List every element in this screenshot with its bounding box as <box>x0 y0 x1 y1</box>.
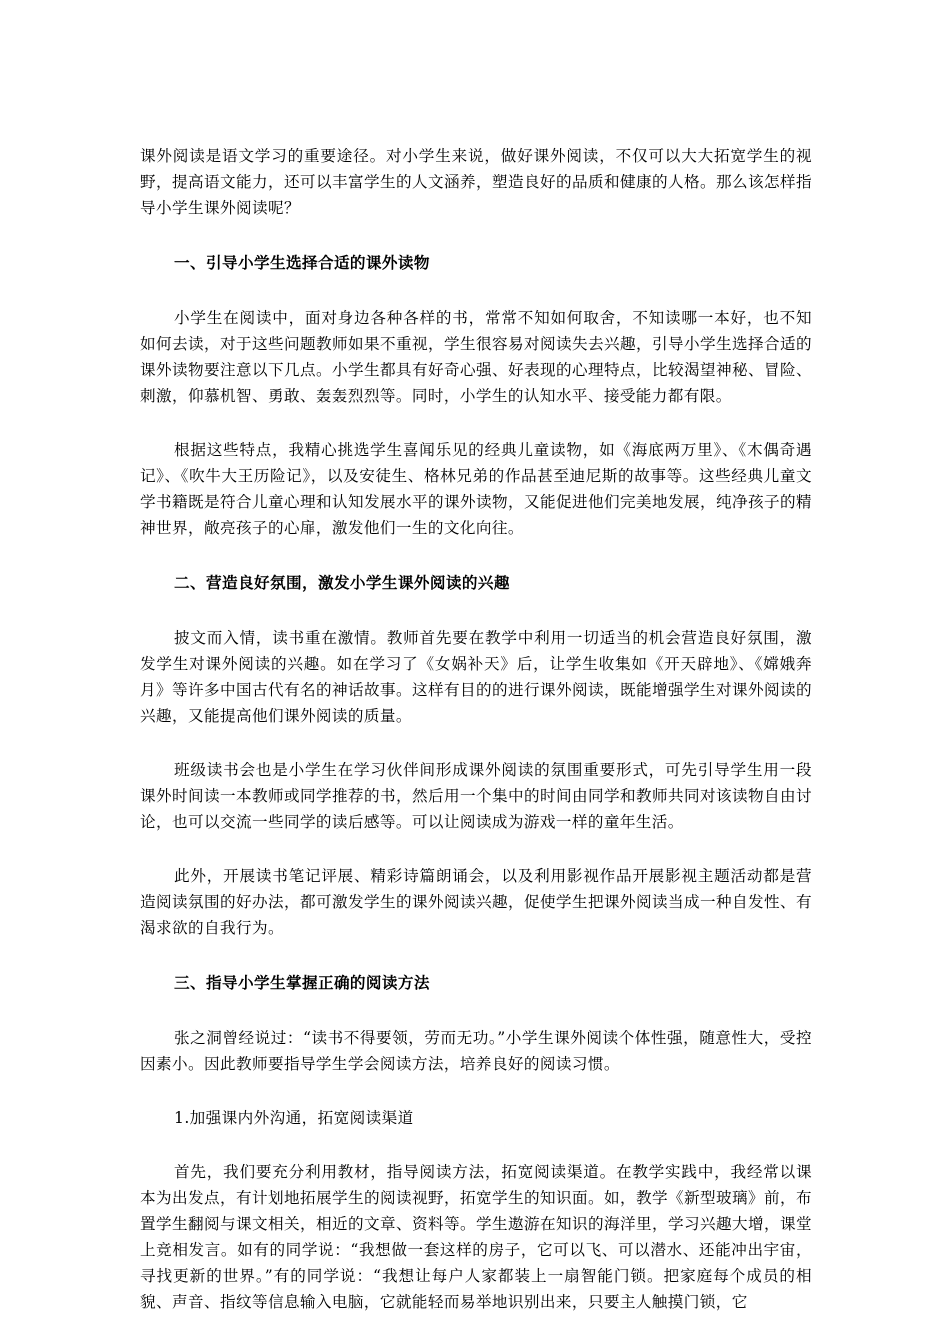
section-heading-2: 二、营造良好氛围，激发小学生课外阅读的兴趣 <box>174 573 510 592</box>
section2-paragraph-2: 班级读书会也是小学生在学习伙伴间形成课外阅读的氛围重要形式，可先引导学生用一段课外时间读一本教师或同学推荐的书，然后用一个集中的时间由同学和教师共同对该读物自由讨论，也可以交流一些同学的读后感等。可以让阅读成为游戏一样的童年生活。 <box>140 761 812 831</box>
section-heading-3: 三、指导小学生掌握正确的阅读方法 <box>174 973 430 992</box>
section3-paragraph-1: 张之洞曾经说过：“读书不得要领，劳而无功。”小学生课外阅读个体性强，随意性大，受控因素小。因此教师要指导学生学会阅读方法，培养良好的阅读习惯。 <box>140 1029 812 1073</box>
section2-paragraph-3: 此外，开展读书笔记评展、精彩诗篇朗诵会，以及利用影视作品开展影视主题活动都是营造阅读氛围的好办法，都可激发学生的课外阅读兴趣，促使学生把课外阅读当成一种自发性、有渴求欲的自我行为。 <box>140 867 812 937</box>
document-page <box>140 143 812 1315</box>
subheading-1: 1.加强课内外沟通，拓宽阅读渠道 <box>174 1109 414 1127</box>
section1-paragraph-2: 根据这些特点，我精心挑选学生喜闻乐见的经典儿童读物，如《海底两万里》、《木偶奇遇记》、《吹牛大王历险记》，以及安徒生、格林兄弟的作品甚至迪尼斯的故事等。这些经典儿童文学书籍既是符合儿童心理和认知发展水平的课外读物，又能促进他们完美地发展，纯净孩子的精神世界，敞亮孩子的心扉，激发他们一生的文化向往。 <box>140 441 812 537</box>
section-heading-1: 一、引导小学生选择合适的课外读物 <box>174 253 430 272</box>
intro-paragraph: 课外阅读是语文学习的重要途径。对小学生来说，做好课外阅读，不仅可以大大拓宽学生的视野，提高语文能力，还可以丰富学生的人文涵养，塑造良好的品质和健康的人格。那么该怎样指导小学生课外阅读呢？ <box>140 147 812 217</box>
section3-paragraph-2: 首先，我们要充分利用教材，指导阅读方法，拓宽阅读渠道。在教学实践中，我经常以课本为出发点，有计划地拓展学生的阅读视野，拓宽学生的知识面。如，教学《新型玻璃》前，布置学生翻阅与课文相关，相近的文章、资料等。学生遨游在知识的海洋里，学习兴趣大增，课堂上竞相发言。如有的同学说：“我想做一套这样的房子，它可以飞、可以潜水、还能冲出宇宙，寻找更新的世界。”有的同学说：“我想让每户人家都装上一扇智能门锁。把家庭每个成员的相貌、声音、指纹等信息输入电脑，它就能轻而易举地识别出来，只要主人触摸门锁，它 <box>140 1163 812 1311</box>
section1-paragraph-1: 小学生在阅读中，面对身边各种各样的书，常常不知如何取舍，不知读哪一本好，也不知如何去读，对于这些问题教师如果不重视，学生很容易对阅读失去兴趣，引导小学生选择合适的课外读物要注意以下几点。小学生都具有好奇心强、好表现的心理特点，比较渴望神秘、冒险、刺激，仰慕机智、勇敢、轰轰烈烈等。同时，小学生的认知水平、接受能力都有限。 <box>140 309 812 405</box>
section2-paragraph-1: 披文而入情，读书重在激情。教师首先要在教学中利用一切适当的机会营造良好氛围，激发学生对课外阅读的兴趣。如在学习了《女娲补天》后，让学生收集如《开天辟地》、《嫦娥奔月》等许多中国古代有名的神话故事。这样有目的的进行课外阅读，既能增强学生对课外阅读的兴趣，又能提高他们课外阅读的质量。 <box>140 629 812 725</box>
